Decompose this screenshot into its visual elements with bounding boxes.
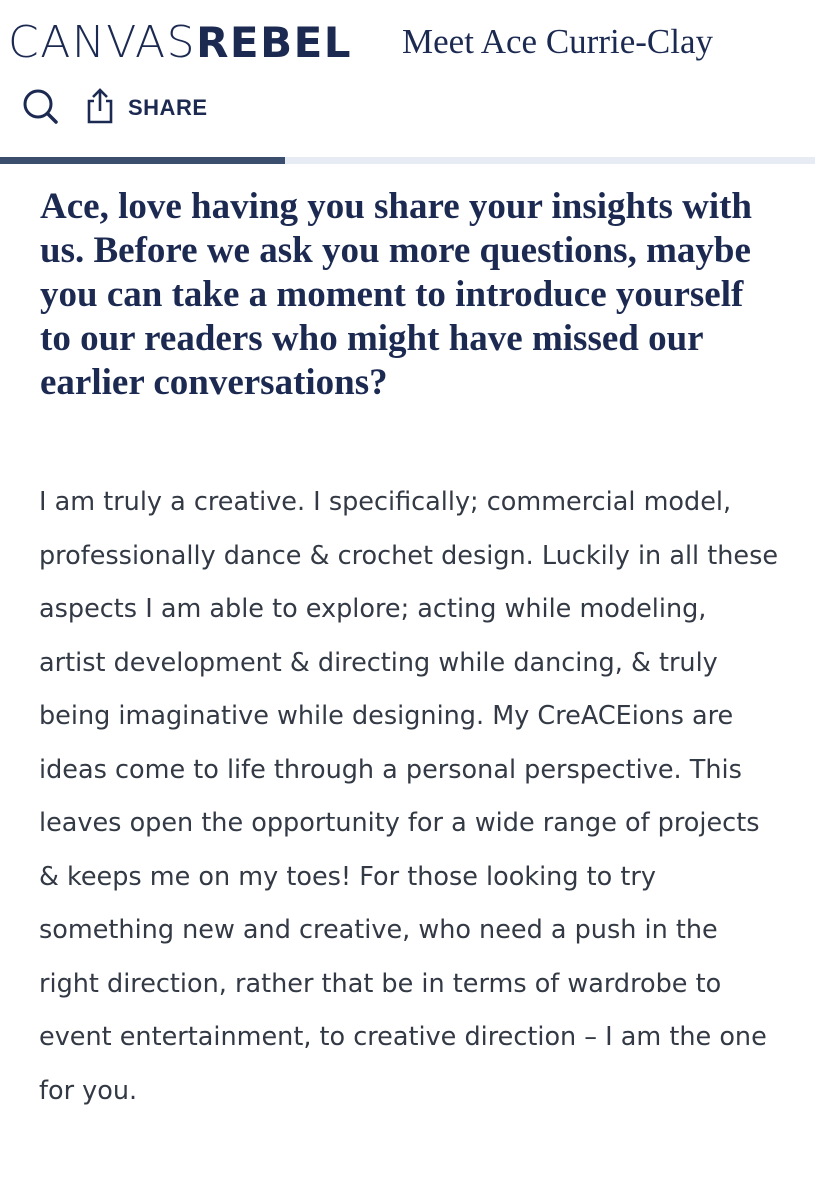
reading-progress-bar (0, 157, 815, 164)
share-button[interactable] (84, 87, 208, 130)
search-button[interactable] (18, 86, 62, 130)
search-icon (20, 86, 60, 131)
page-title: Meet Ace Currie-Clay (402, 22, 714, 61)
share-label: SHARE (128, 95, 208, 120)
share-icon (84, 87, 116, 130)
logo-text-canvas: CANVAS (8, 17, 197, 68)
logo-text-rebel: REBEL (196, 18, 353, 67)
site-header (0, 0, 815, 165)
toolbar (18, 84, 208, 132)
reading-progress-fill (0, 157, 285, 164)
interview-answer: I am truly a creative. I specifically; commercial model, professionally dance & crochet design. Luckily in all these aspects I am able to explore; acting while modeling, artist development & directing while dancing, & truly being imaginative while designing. My CreACEions are ideas come to life through a personal perspective. This leaves open the opportunity for a wide range of projects & keeps me on my toes! For those looking to try something new and creative, who need a push in the right direction, rather that be in terms of wardrobe to event entertainment, to creative direction – I am the one for you. (39, 487, 779, 1106)
canvas-rebel-logo[interactable] (8, 18, 352, 68)
interview-question: Ace, love having you share your insights with us. Before we ask you more questions, maybe you can take a moment to introduce yourself to our readers who might have missed our earlier conversations? (40, 186, 752, 403)
